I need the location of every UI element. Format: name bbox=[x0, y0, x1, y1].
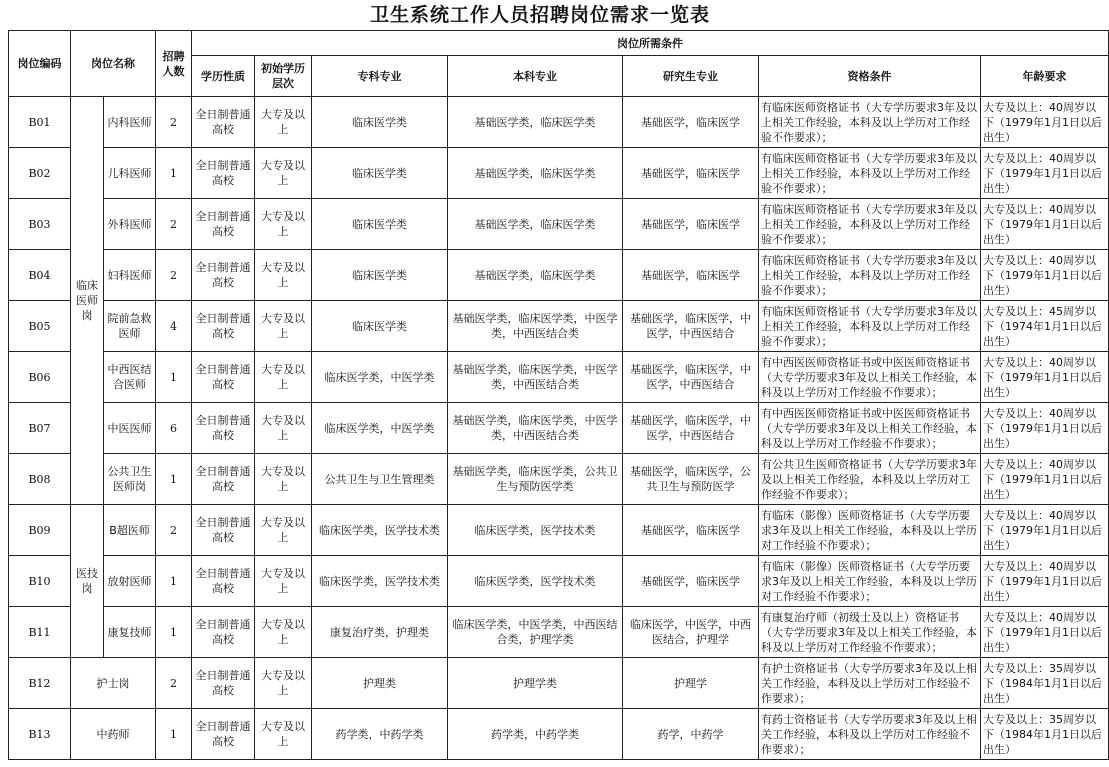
undergrad-cell: 基础医学类，临床医学类 bbox=[448, 148, 623, 199]
undergrad-cell: 临床医学类，医学技术类 bbox=[448, 505, 623, 556]
group-cell-clinical: 临床医师岗 bbox=[71, 97, 104, 505]
code-cell: B06 bbox=[9, 352, 71, 403]
count-cell: 1 bbox=[156, 352, 192, 403]
graduate-cell: 基础医学，临床医学 bbox=[623, 199, 759, 250]
age-cell: 大专及以上：40周岁以下（1979年1月1日以后出生） bbox=[981, 403, 1109, 454]
position-name-cell: 护士岗 bbox=[71, 658, 156, 709]
header-conditions: 岗位所需条件 bbox=[192, 31, 1109, 56]
edu-level-cell: 大专及以上 bbox=[255, 301, 312, 352]
edu-level-cell: 大专及以上 bbox=[255, 97, 312, 148]
edu-level-cell: 大专及以上 bbox=[255, 505, 312, 556]
position-name-cell: 放射医师 bbox=[104, 556, 156, 607]
header-count: 招聘人数 bbox=[156, 31, 192, 97]
edu-type-cell: 全日制普通高校 bbox=[192, 97, 255, 148]
specialty-cell: 临床医学类，医学技术类 bbox=[312, 556, 448, 607]
count-cell: 6 bbox=[156, 403, 192, 454]
count-cell: 4 bbox=[156, 301, 192, 352]
edu-level-cell: 大专及以上 bbox=[255, 658, 312, 709]
age-cell: 大专及以上：45周岁以下（1974年1月1日以后出生） bbox=[981, 301, 1109, 352]
undergrad-cell: 护理学类 bbox=[448, 658, 623, 709]
table-row bbox=[9, 556, 1109, 607]
job-requirements-table bbox=[8, 30, 1109, 760]
table-row bbox=[9, 403, 1109, 454]
edu-level-cell: 大专及以上 bbox=[255, 352, 312, 403]
table-body bbox=[9, 97, 1109, 760]
undergrad-cell: 基础医学类，临床医学类，中医学类，中西医结合类 bbox=[448, 301, 623, 352]
graduate-cell: 基础医学，临床医学，中医学，中西医结合 bbox=[623, 301, 759, 352]
code-cell: B03 bbox=[9, 199, 71, 250]
table-row bbox=[9, 454, 1109, 505]
edu-level-cell: 大专及以上 bbox=[255, 607, 312, 658]
undergrad-cell: 临床医学类，医学技术类 bbox=[448, 556, 623, 607]
qualification-cell: 有护士资格证书（大专学历要求3年及以上相关工作经验，本科及以上学历对工作经验不作要求）； bbox=[759, 658, 981, 709]
qualification-cell: 有临床医师资格证书（大专学历要求3年及以上相关工作经验，本科及以上学历对工作经验不作要求）； bbox=[759, 97, 981, 148]
specialty-cell: 临床医学类 bbox=[312, 97, 448, 148]
specialty-cell: 临床医学类，中医学类 bbox=[312, 403, 448, 454]
header-qualification: 资格条件 bbox=[759, 56, 981, 97]
table-row bbox=[9, 97, 1109, 148]
position-name-cell: 中医医师 bbox=[104, 403, 156, 454]
age-cell: 大专及以上：40周岁以下（1979年1月1日以后出生） bbox=[981, 505, 1109, 556]
position-name-cell: 院前急救医师 bbox=[104, 301, 156, 352]
position-name-cell: B超医师 bbox=[104, 505, 156, 556]
qualification-cell: 有临床医师资格证书（大专学历要求3年及以上相关工作经验，本科及以上学历对工作经验不作要求）； bbox=[759, 301, 981, 352]
edu-type-cell: 全日制普通高校 bbox=[192, 301, 255, 352]
qualification-cell: 有药士资格证书（大专学历要求3年及以上相关工作经验，本科及以上学历对工作经验不作要求）； bbox=[759, 709, 981, 760]
graduate-cell: 基础医学，临床医学 bbox=[623, 505, 759, 556]
count-cell: 1 bbox=[156, 556, 192, 607]
table-row bbox=[9, 250, 1109, 301]
edu-type-cell: 全日制普通高校 bbox=[192, 148, 255, 199]
table-row bbox=[9, 301, 1109, 352]
position-name-cell: 内科医师 bbox=[104, 97, 156, 148]
undergrad-cell: 临床医学类，中医学类，中西医结合类，护理学类 bbox=[448, 607, 623, 658]
position-name-cell: 康复技师 bbox=[104, 607, 156, 658]
edu-type-cell: 全日制普通高校 bbox=[192, 607, 255, 658]
age-cell: 大专及以上：35周岁以下（1984年1月1日以后出生） bbox=[981, 658, 1109, 709]
age-cell: 大专及以上：35周岁以下（1984年1月1日以后出生） bbox=[981, 709, 1109, 760]
graduate-cell: 基础医学，临床医学，中医学，中西医结合 bbox=[623, 403, 759, 454]
undergrad-cell: 药学类，中药学类 bbox=[448, 709, 623, 760]
header-age: 年龄要求 bbox=[981, 56, 1109, 97]
edu-type-cell: 全日制普通高校 bbox=[192, 250, 255, 301]
code-cell: B11 bbox=[9, 607, 71, 658]
code-cell: B01 bbox=[9, 97, 71, 148]
qualification-cell: 有临床医师资格证书（大专学历要求3年及以上相关工作经验，本科及以上学历对工作经验不作要求）； bbox=[759, 148, 981, 199]
qualification-cell: 有康复治疗师（初级士及以上）资格证书（大专学历要求3年及以上相关工作经验，本科及以上学历对工作经验不作要求）； bbox=[759, 607, 981, 658]
page-title: 卫生系统工作人员招聘岗位需求一览表 bbox=[369, 4, 710, 26]
undergrad-cell: 基础医学类，临床医学类 bbox=[448, 250, 623, 301]
table-row bbox=[9, 199, 1109, 250]
age-cell: 大专及以上：40周岁以下（1979年1月1日以后出生） bbox=[981, 607, 1109, 658]
qualification-cell: 有临床医师资格证书（大专学历要求3年及以上相关工作经验，本科及以上学历对工作经验不作要求）； bbox=[759, 250, 981, 301]
age-cell: 大专及以上：40周岁以下（1979年1月1日以后出生） bbox=[981, 454, 1109, 505]
graduate-cell: 基础医学，临床医学 bbox=[623, 97, 759, 148]
undergrad-cell: 基础医学类，临床医学类，中医学类，中西医结合类 bbox=[448, 403, 623, 454]
table-row bbox=[9, 658, 1109, 709]
qualification-cell: 有临床（影像）医师资格证书（大专学历要求3年及以上相关工作经验，本科及以上学历对工作经验不作要求）； bbox=[759, 556, 981, 607]
header-edu-type: 学历性质 bbox=[192, 56, 255, 97]
count-cell: 1 bbox=[156, 607, 192, 658]
edu-type-cell: 全日制普通高校 bbox=[192, 505, 255, 556]
count-cell: 1 bbox=[156, 454, 192, 505]
edu-type-cell: 全日制普通高校 bbox=[192, 709, 255, 760]
edu-level-cell: 大专及以上 bbox=[255, 709, 312, 760]
qualification-cell: 有临床医师资格证书（大专学历要求3年及以上相关工作经验，本科及以上学历对工作经验不作要求）； bbox=[759, 199, 981, 250]
graduate-cell: 基础医学，临床医学 bbox=[623, 148, 759, 199]
count-cell: 1 bbox=[156, 148, 192, 199]
graduate-cell: 基础医学，临床医学，中医学，中西医结合 bbox=[623, 352, 759, 403]
code-cell: B09 bbox=[9, 505, 71, 556]
code-cell: B13 bbox=[9, 709, 71, 760]
count-cell: 2 bbox=[156, 199, 192, 250]
specialty-cell: 药学类，中药学类 bbox=[312, 709, 448, 760]
specialty-cell: 临床医学类 bbox=[312, 250, 448, 301]
group-cell-medtech: 医技岗 bbox=[71, 505, 104, 658]
edu-type-cell: 全日制普通高校 bbox=[192, 352, 255, 403]
edu-type-cell: 全日制普通高校 bbox=[192, 199, 255, 250]
undergrad-cell: 基础医学类，临床医学类 bbox=[448, 97, 623, 148]
specialty-cell: 康复治疗类，护理类 bbox=[312, 607, 448, 658]
edu-level-cell: 大专及以上 bbox=[255, 199, 312, 250]
code-cell: B12 bbox=[9, 658, 71, 709]
count-cell: 2 bbox=[156, 97, 192, 148]
table-row bbox=[9, 607, 1109, 658]
graduate-cell: 基础医学，临床医学，公共卫生与预防医学 bbox=[623, 454, 759, 505]
age-cell: 大专及以上：40周岁以下（1979年1月1日以后出生） bbox=[981, 199, 1109, 250]
qualification-cell: 有临床（影像）医师资格证书（大专学历要求3年及以上相关工作经验，本科及以上学历对工作经验不作要求）； bbox=[759, 505, 981, 556]
position-name-cell: 儿科医师 bbox=[104, 148, 156, 199]
edu-type-cell: 全日制普通高校 bbox=[192, 454, 255, 505]
specialty-cell: 临床医学类 bbox=[312, 301, 448, 352]
table-header bbox=[9, 31, 1109, 97]
code-cell: B08 bbox=[9, 454, 71, 505]
header-edu-level: 初始学历层次 bbox=[255, 56, 312, 97]
age-cell: 大专及以上：40周岁以下（1979年1月1日以后出生） bbox=[981, 250, 1109, 301]
edu-type-cell: 全日制普通高校 bbox=[192, 556, 255, 607]
qualification-cell: 有中西医医师资格证书或中医医师资格证书（大专学历要求3年及以上相关工作经验，本科及以上学历对工作经验不作要求）； bbox=[759, 403, 981, 454]
undergrad-cell: 基础医学类，临床医学类 bbox=[448, 199, 623, 250]
graduate-cell: 临床医学，中医学，中西医结合，护理学 bbox=[623, 607, 759, 658]
table-row bbox=[9, 148, 1109, 199]
edu-level-cell: 大专及以上 bbox=[255, 454, 312, 505]
header-row bbox=[9, 31, 1109, 56]
position-name-cell: 中药师 bbox=[71, 709, 156, 760]
qualification-cell: 有公共卫生医师资格证书（大专学历要求3年及以上相关工作经验，本科及以上学历对工作经验不作要求）； bbox=[759, 454, 981, 505]
age-cell: 大专及以上：40周岁以下（1979年1月1日以后出生） bbox=[981, 148, 1109, 199]
position-name-cell: 公共卫生医师岗 bbox=[104, 454, 156, 505]
graduate-cell: 药学，中药学 bbox=[623, 709, 759, 760]
undergrad-cell: 基础医学类，临床医学类，公共卫生与预防医学类 bbox=[448, 454, 623, 505]
edu-level-cell: 大专及以上 bbox=[255, 148, 312, 199]
age-cell: 大专及以上：40周岁以下（1979年1月1日以后出生） bbox=[981, 97, 1109, 148]
edu-level-cell: 大专及以上 bbox=[255, 403, 312, 454]
table-row bbox=[9, 505, 1109, 556]
table-row bbox=[9, 352, 1109, 403]
count-cell: 2 bbox=[156, 658, 192, 709]
count-cell: 2 bbox=[156, 250, 192, 301]
code-cell: B02 bbox=[9, 148, 71, 199]
qualification-cell: 有中西医医师资格证书或中医医师资格证书（大专学历要求3年及以上相关工作经验，本科及以上学历对工作经验不作要求）； bbox=[759, 352, 981, 403]
specialty-cell: 临床医学类，医学技术类 bbox=[312, 505, 448, 556]
header-graduate: 研究生专业 bbox=[623, 56, 759, 97]
undergrad-cell: 基础医学类，临床医学类，中医学类，中西医结合类 bbox=[448, 352, 623, 403]
graduate-cell: 基础医学，临床医学 bbox=[623, 556, 759, 607]
edu-level-cell: 大专及以上 bbox=[255, 556, 312, 607]
count-cell: 2 bbox=[156, 505, 192, 556]
code-cell: B10 bbox=[9, 556, 71, 607]
age-cell: 大专及以上：40周岁以下（1979年1月1日以后出生） bbox=[981, 352, 1109, 403]
header-undergrad: 本科专业 bbox=[448, 56, 623, 97]
position-name-cell: 妇科医师 bbox=[104, 250, 156, 301]
specialty-cell: 临床医学类，中医学类 bbox=[312, 352, 448, 403]
header-name: 岗位名称 bbox=[71, 31, 156, 97]
count-cell: 1 bbox=[156, 709, 192, 760]
graduate-cell: 护理学 bbox=[623, 658, 759, 709]
position-name-cell: 中西医结合医师 bbox=[104, 352, 156, 403]
position-name-cell: 外科医师 bbox=[104, 199, 156, 250]
edu-type-cell: 全日制普通高校 bbox=[192, 658, 255, 709]
specialty-cell: 护理类 bbox=[312, 658, 448, 709]
edu-type-cell: 全日制普通高校 bbox=[192, 403, 255, 454]
code-cell: B04 bbox=[9, 250, 71, 301]
specialty-cell: 临床医学类 bbox=[312, 199, 448, 250]
age-cell: 大专及以上：40周岁以下（1979年1月1日以后出生） bbox=[981, 556, 1109, 607]
specialty-cell: 公共卫生与卫生管理类 bbox=[312, 454, 448, 505]
specialty-cell: 临床医学类 bbox=[312, 148, 448, 199]
header-code: 岗位编码 bbox=[9, 31, 71, 97]
code-cell: B05 bbox=[9, 301, 71, 352]
edu-level-cell: 大专及以上 bbox=[255, 250, 312, 301]
header-specialty: 专科专业 bbox=[312, 56, 448, 97]
code-cell: B07 bbox=[9, 403, 71, 454]
graduate-cell: 基础医学，临床医学 bbox=[623, 250, 759, 301]
table-row bbox=[9, 709, 1109, 760]
